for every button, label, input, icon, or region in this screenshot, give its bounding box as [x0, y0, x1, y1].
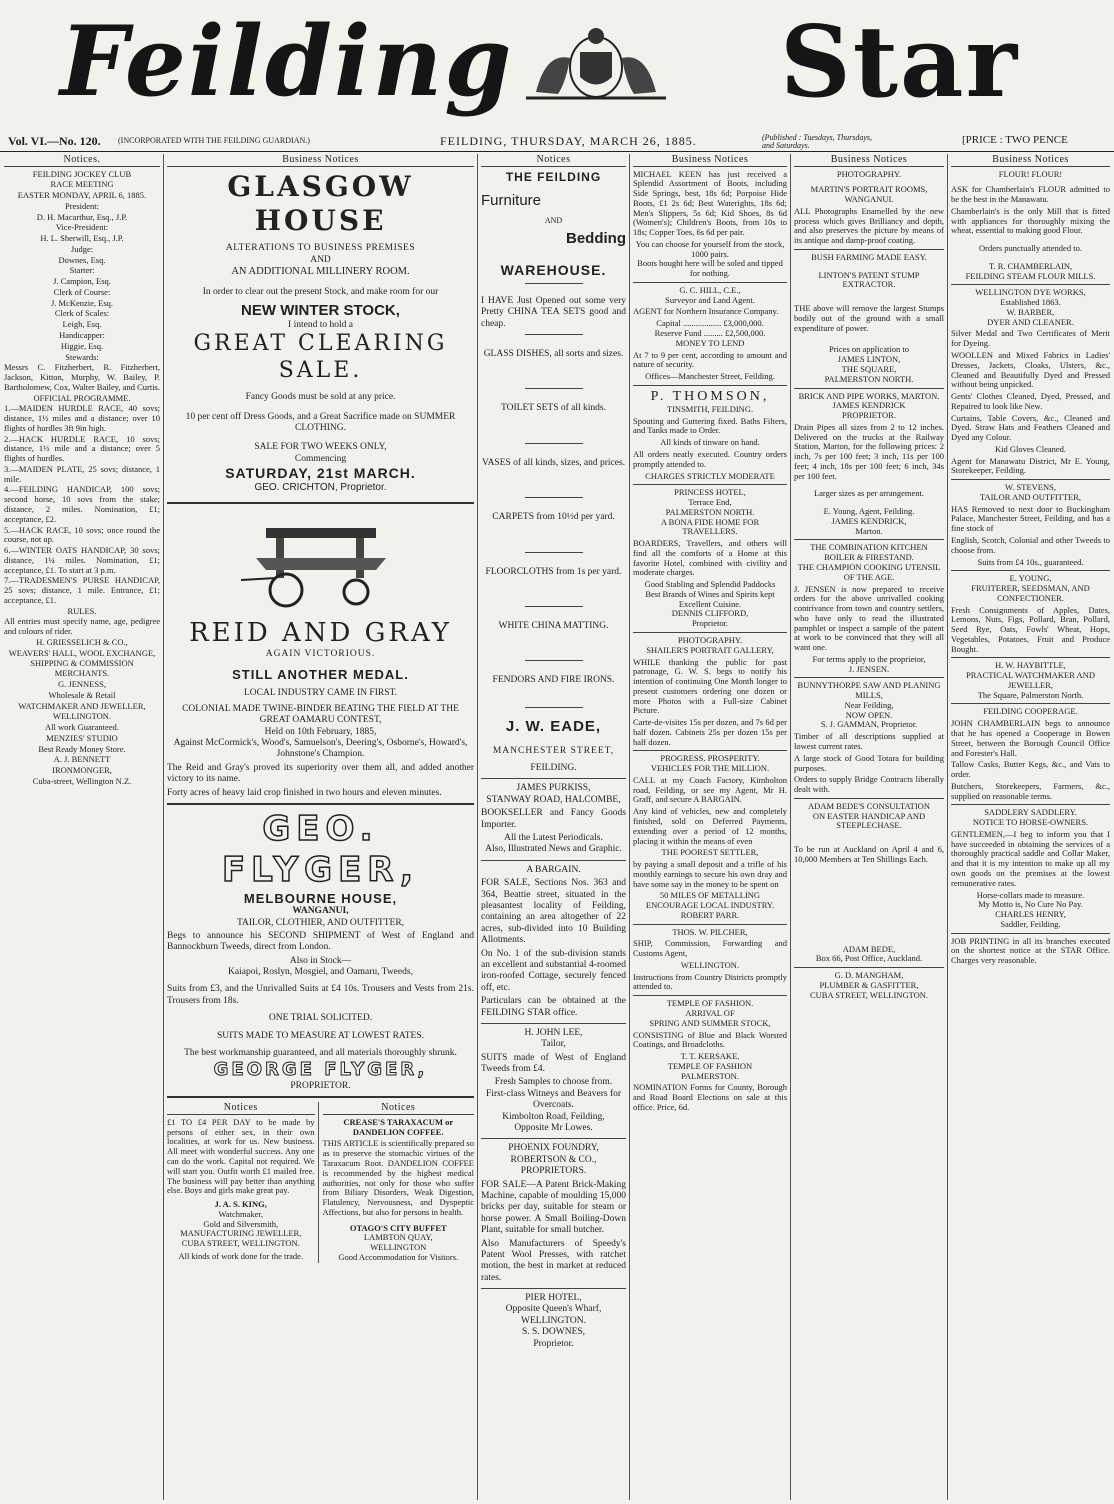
advert-paragraph: THE above will remove the largest Stumps bodily out of the ground with a small expenditure of power. [794, 303, 944, 333]
advert-line: Held on 10th February, 1885, [264, 726, 377, 737]
advert-paragraph: SHIP, Commission, Forwarding and Customs Agent, [633, 938, 787, 959]
advert-paragraph: Forty acres of heavy laid crop finished in two hours and eleven minutes. [167, 787, 442, 798]
advert-heading: LINTON'S PATENT STUMP EXTRACTOR. [818, 269, 920, 290]
racing-notice-item: 1.—MAIDEN HURDLE RACE, 40 sovs; distance, 1½ miles and a distance; over 10 flights of hurdles 3ft 9in high. [4, 403, 160, 433]
advert-heading: PRACTICAL WATCHMAKER AND JEWELLER, [966, 670, 1095, 690]
price: [PRICE : TWO PENCE [962, 134, 1068, 146]
column-header: Notices. [4, 154, 160, 167]
advert-paragraph: JOHN CHAMBERLAIN begs to announce that he has opened a Cooperage in Bowen Street, between the Borough Council Office and Forester's Hall. [951, 718, 1110, 758]
advert-heading: SATURDAY, 21st MARCH. [225, 465, 416, 482]
advert-line: WELLINGTON [370, 1242, 427, 1253]
advert-line: WANGANUI. [844, 194, 894, 205]
advert-line: FENDORS AND FIRE IRONS. [492, 675, 615, 686]
advert-paragraph: Fresh Consignments of Apples, Dates, Lemons, Nuts, Figs, Pollard, Bran, Pollard, Seed Rye, Oats, Fowls' Wheat, Hops, Vegetables, Potatoes, Fruit and Produce Bought. [951, 604, 1110, 654]
advert-line: TOILET SETS of all kinds. [501, 403, 606, 414]
advert-line: AND [544, 216, 563, 226]
advert-heading: CHARGES STRICTLY MODERATE [645, 470, 775, 481]
advert-paragraph: Butchers, Storekeepers, Farmers, &c., supplied on reasonable terms. [951, 780, 1110, 801]
column-rule [947, 154, 948, 1500]
advert-heading: FLOUR! FLOUR! [998, 168, 1063, 179]
racing-notice-item: 6.—WINTER OATS HANDICAP, 30 sovs; distance, 1¼ miles. Nomination, £1; acceptance, £1. To start at 3 p.m. [4, 545, 160, 575]
advert-heading: THE POOREST SETTLER, [661, 847, 759, 858]
racing-notice-item: EASTER MONDAY, APRIL 6, 1885. [17, 190, 147, 201]
racing-notice-item: Cuba-street, Wellington N.Z. [32, 775, 132, 786]
advert-line: Proprietor. [533, 1338, 574, 1349]
advert-line: TINSMITH, FEILDING. [666, 403, 754, 414]
advert-heading: P. THOMSON, [650, 388, 770, 404]
column-1 [4, 154, 160, 1500]
racing-notice-item: Best Ready Money Store. [38, 743, 126, 754]
advert-line: WELLINGTON. [680, 959, 740, 970]
advert-line: GLASS DISHES, all sorts and sizes. [483, 348, 624, 359]
advert-line: Horse-collars made to measure. [976, 889, 1085, 900]
advert-heading: BUSH FARMING MADE EASY. [811, 251, 927, 262]
racing-notice-item: RACE MEETING [50, 179, 114, 190]
advert-heading: A BARGAIN. [526, 864, 581, 875]
advert-line: LOCAL INDUSTRY CAME IN FIRST. [244, 688, 397, 699]
advert-paragraph: HAS Removed to next door to Buckingham Palace, Manchester Street, Feilding, and has a fine stock of [951, 503, 1110, 534]
advert-line: Kimbolton Road, Feilding, [502, 1111, 605, 1122]
advert-paragraph: £1 TO £4 PER DAY to be made by persons of either sex, in their own localities, at work for us. New business. All meet with wonderful success. Any one can do the work. Capital not required. We will start you. Outfit worth £1 mailed free. The business will pay better than anything else. Boys and girls make great pay. [167, 1116, 315, 1196]
advert-heading: Bedding [566, 229, 626, 247]
advert-heading: Furniture [481, 192, 542, 210]
advert-paragraph: CONSISTING of Blue and Black Worsted Coatings, and Broadcloths. [633, 1029, 787, 1050]
advert-line: TAILOR, CLOTHIER, AND OUTFITTER, [236, 917, 405, 928]
advert-line: Surveyor and Land Agent. [665, 294, 755, 305]
advert-paragraph: Drain Pipes all sizes from 2 to 12 inches. Delivered on the trucks at the Railway Station, Marton, for the following prices: 2 inch, 7s per 100 feet; 3 inch, 11s per 100 feet; 4 inch, 18s per 100 feet; 6 inch, 34s per 100 feet. [794, 421, 944, 481]
advert-line: PALMERSTON NORTH. [665, 506, 755, 517]
racing-notice-item: G. JENNESS, [58, 679, 106, 690]
advert-line: Opposite Mr Lowes. [514, 1123, 593, 1134]
advert-heading: PHOENIX FOUNDRY, [508, 1143, 599, 1154]
advert-heading: MONEY TO LEND [675, 337, 745, 348]
advert-line: AGAIN VICTORIOUS. [265, 649, 376, 660]
issue-date: FEILDING, THURSDAY, MARCH 26, 1885. [440, 134, 697, 148]
advert-line: ENCOURAGE LOCAL INDUSTRY. [645, 900, 775, 911]
advert-line: The best workmanship guaranteed, and all materials thoroughly shrunk. [184, 1048, 457, 1059]
advert-heading: THOS. W. PILCHER, [672, 926, 748, 937]
advert-heading: JAMES KENDRICK [832, 400, 906, 411]
advert-line: FEILDING STEAM FLOUR MILLS. [965, 270, 1096, 281]
advert-heading: TEMPLE OF FASHION. [666, 998, 754, 1009]
advert-paragraph: Suits from £3, and the Unrivalled Suits at £4 10s. Trousers and Vests from 21s. Trousers from 18s. [167, 984, 474, 1006]
racing-notice-item: Handicapper: [59, 329, 105, 340]
advert-heading: H. W. HAYBITTLE, [995, 660, 1066, 671]
advert-line: ROBERTSON & CO., PROPRIETORS. [510, 1154, 597, 1177]
advert-heading: W. BARBER, [1006, 306, 1055, 317]
advert-line: DYER AND CLEANER. [987, 316, 1074, 327]
advert-heading: WAREHOUSE. [500, 261, 607, 278]
advert-heading: NEW WINTER STOCK, [241, 301, 400, 319]
advert-heading: E. YOUNG, [1009, 573, 1052, 584]
advert-line: Box 66, Post Office, Auckland. [815, 953, 923, 964]
advert-line: FEILDING. [530, 763, 577, 774]
reid-gray-heading: REID AND GRAY [189, 618, 452, 649]
advert-heading: FEILDING COOPERAGE. [983, 706, 1078, 717]
advert-heading: WELLINGTON DYE WORKS, [975, 287, 1086, 298]
column-header: Notices [481, 154, 626, 167]
racing-notice-item: WATCHMAKER AND JEWELLER, [18, 700, 146, 711]
glasgow-house-heading: GLASGOW HOUSE [227, 170, 414, 237]
advert-heading: H. JOHN LEE, [524, 1027, 583, 1038]
advert-line: You can choose for yourself from the stock, 1000 pairs. [635, 238, 785, 259]
advert-line: Watchmaker, [218, 1208, 264, 1219]
advert-paragraph: All orders neatly executed. Country orders promptly attended to. [633, 448, 787, 469]
coat-of-arms-icon [506, 22, 686, 102]
column-rule [790, 154, 791, 1500]
advert-heading: G. D. MANGHAM, [834, 970, 904, 981]
advert-heading: NOW OPEN. [845, 709, 893, 720]
advert-paragraph: Spouting and Guttering fixed. Baths Filters, and Tanks made to Order. [633, 415, 787, 436]
advert-paragraph: Begs to announce his SECOND SHIPMENT of West of England and Bannockburn Tweeds, direct from London. [167, 930, 474, 953]
advert-paragraph: On No. 1 of the sub-division stands an excellent and substantial 4-roomed iron-roofed Cottage, securely fenced off, etc. [481, 948, 626, 993]
column-rule [629, 154, 630, 1500]
advert-line: Kaiapoi, Roslyn, Mosgiel, and Oamaru, Tweeds, [228, 967, 413, 978]
advert-line: PROPRIETOR. [842, 410, 896, 421]
masthead-title-left: Feilding [60, 5, 514, 118]
advert-line: ROBERT PARR. [680, 909, 740, 920]
advert-line: CUBA STREET, WELLINGTON. [809, 989, 929, 1000]
advert-paragraph: ASK for Chamberlain's FLOUR admitted to be the best in the Manawatu. [951, 184, 1110, 205]
advert-line: LAMBTON QUAY, [363, 1232, 433, 1243]
advert-line: CUBA STREET, WELLINGTON. [181, 1238, 300, 1249]
advert-heading: OTAGO'S CITY BUFFET [349, 1222, 447, 1233]
advert-line: S. S. DOWNES, [521, 1327, 586, 1338]
racing-notice-item: H. L. Sherwill, Esq., J.P. [40, 233, 124, 244]
racing-notice-item: J. Campion, Esq. [53, 276, 111, 287]
advert-line: SALE FOR TWO WEEKS ONLY, [254, 442, 387, 453]
advert-line: Commencing [294, 453, 347, 464]
racing-notice-list [4, 170, 160, 787]
advert-heading: THE COMBINATION KITCHEN BOILER & FIRESTAND. [810, 542, 928, 563]
advert-paragraph: CALL at my Coach Factory, Kimbolton road, Feilding, or see my Agent, Mr H. Graff, and secure A BARGAIN. [633, 774, 787, 805]
column-rule [163, 154, 164, 1500]
advert-line: Terrace End, [688, 497, 732, 508]
advert-line: PALMERSTON NORTH. [824, 373, 914, 384]
advert-paragraph: SUITS made of West of England Tweeds from £4. [481, 1052, 626, 1075]
advert-heading: MELBOURNE HOUSE, [243, 890, 398, 906]
advert-line: Capital .................. £3,000,000. [656, 318, 764, 329]
advert-heading: J. A. S. KING, [214, 1199, 267, 1210]
racing-notice-item: A. J. BENNETT [53, 754, 111, 765]
advert-paragraph: J. JENSEN is now prepared to receive orders for the above unrivalled cooking contrivance from town and country settlers, who have only to read the illustrated pamphlet or inspect a sample of the patent at work to be convinced that they will all want one. [794, 583, 944, 653]
advert-line: Kid Gloves Cleaned. [994, 443, 1067, 454]
masthead [0, 5, 1114, 128]
advert-paragraph: A large stock of Good Totara for building purposes. [794, 752, 944, 773]
sub-column-left [167, 1102, 319, 1262]
advert-paragraph: Instructions from Country Districts promptly attended to. [633, 971, 787, 992]
advert-heading: VEHICLES FOR THE MILLION. [650, 763, 770, 774]
advert-line: All kinds of work done for the trade. [178, 1250, 304, 1261]
advert-paragraph: AGENT for Northern Insurance Company. [633, 306, 779, 317]
advert-line: Marton. [855, 525, 883, 536]
advert-paragraph: THIS ARTICLE is scientifically prepared so as to preserve the stomachic virtues of the Taraxacum Root. DANDELION COFFEE is recommended by the highest medical authorities, not only for those who suffer from Biliary Disorders, Weak Digestion, Flatulency, Nervousness, and Dyspeptic Affections, but also for persons in health. [322, 1138, 474, 1217]
advert-line: Saddler, Feilding. [1000, 918, 1061, 929]
advert-heading: PROGRESS. PROSPERITY. [660, 753, 760, 764]
advert-line: Established 1863. [1000, 297, 1061, 308]
advert-paragraph: Silver Medal and Two Certificates of Merit for Dyeing. [951, 328, 1110, 349]
column-5 [794, 154, 944, 1500]
advert-line: Excellent Cuisine. [678, 598, 742, 609]
advert-paragraph: by paying a small deposit and a trifle of his monthly earnings to secure his own dray and have some say in the money to be spent on [633, 859, 787, 889]
advert-line: Boots bought here will be soled and tipped for nothing. [637, 258, 783, 279]
column-4 [633, 154, 787, 1500]
advert-line: ARRIVAL OF [685, 1008, 735, 1019]
column-2 [167, 154, 474, 1500]
racing-notice-item: WELLINGTON. [52, 711, 112, 722]
racing-notice-item: President: [65, 200, 99, 211]
advert-line: Best Brands of Wines and Spirits kept [645, 588, 775, 599]
racing-notice-item: FEILDING JOCKEY CLUB [32, 168, 132, 179]
advert-line: Offices—Manchester Street, Feilding. [645, 371, 775, 382]
advert-paragraph: FOR SALE—A Patent Brick-Making Machine, capable of moulding 15,000 bricks per day, suitable for steam or horse power. A Small Boiling-Down Plant, suitable for small butcher. [481, 1179, 626, 1236]
advert-paragraph: Carte-de-visites 15s per dozen, and 7s 6d per half dozen. Cabinets 25s per dozen 15s per half dozen. [633, 717, 787, 747]
racing-notice-item: WEAVERS' HALL, WOOL EXCHANGE, [8, 647, 156, 658]
advert-line: PROPRIETOR. [290, 1081, 351, 1092]
column-3 [481, 154, 626, 1500]
advert-heading: J. W. EADE, [505, 717, 602, 735]
advert-line: ALTERATIONS TO BUSINESS PREMISES [225, 243, 416, 254]
advert-paragraph: Tallow Casks, Butter Kegs, &c., and Vats to order. [951, 759, 1110, 780]
advert-line: Fresh Samples to choose from. [494, 1077, 613, 1088]
advert-paragraph: Any kind of vehicles, new and completely finished, sold on Deferred Payments, extending over a period of 12 months, placing it within the means of even [633, 806, 787, 846]
racing-notice-item: Starter: [69, 265, 95, 276]
column-header: Notices [167, 1102, 315, 1115]
advert-paragraph: MICHAEL KEEN has just received a Splendid Assortment of Boots, including Side Springs, best, 18s 6d; Porpoise Hide Boots, £1 2s 6d; Best Waterights, 18s 6d; Men's Slippers, 5s 6d; Kid Shoes, 8s 6d (Women's); Children's Boots, from 10s to 18s; Copper Toes, 6s 6d per pair. [633, 168, 787, 238]
advert-heading: THE FEILDING [505, 170, 602, 184]
volume-number: Vol. VI.—No. 120. [8, 134, 101, 148]
racing-notice-item: IRONMONGER, [52, 765, 112, 776]
advert-line: I intend to hold a [288, 319, 353, 330]
advert-heading: PIER HOTEL, [525, 1293, 582, 1304]
racing-notice-item: D. H. Macarthur, Esq., J.P. [36, 211, 128, 222]
advert-line: PLUMBER & GASFITTER, [819, 979, 919, 990]
racing-notice-item: 5.—HACK RACE, 10 sovs; once round the course, not up. [4, 524, 160, 545]
advert-line: FLOORCLOTHS from 1s per yard. [485, 566, 622, 577]
racing-notice-item: J. McKenzie, Esq. [50, 297, 114, 308]
racing-notice-item: Leigh, Esq. [62, 319, 102, 330]
advert-line: Suits from £4 10s., guaranteed. [977, 556, 1084, 567]
dateline [0, 134, 1114, 152]
advert-heading: JAMES PURKISS, [516, 783, 591, 794]
flyger-heading: GEO. FLYGER, [221, 808, 420, 890]
advert-line: AN ADDITIONAL MILLINERY ROOM. [231, 265, 410, 277]
advert-line: PALMERSTON. [681, 1070, 739, 1081]
advert-line: Also, Illustrated News and Graphic. [485, 844, 622, 855]
advert-line: Reserve Fund ......... £2,500,000. [654, 327, 766, 338]
column-rule [477, 154, 478, 1500]
advert-paragraph: Curtains, Table Covers, &c., Cleaned and Dyed. Straw Hats and Feathers Cleaned and Dyed any Colour. [951, 412, 1110, 443]
advert-line: S. J. GAMMAN, Proprietor. [820, 719, 918, 730]
column-header: Business Notices [633, 154, 787, 167]
advert-paragraph: I HAVE Just Opened out some very Pretty CHINA TEA SETS good and cheap. [481, 295, 626, 329]
advert-line: WELLINGTON. [521, 1315, 586, 1326]
advert-line: GEO. CRICHTON, Proprietor. [254, 481, 387, 493]
advert-paragraph: Timber of all descriptions supplied at lowest current rates. [794, 731, 944, 752]
advert-line: Good Accommodation for Visitors. [338, 1251, 459, 1262]
advert-paragraph: BOOKSELLER and Fancy Goods Importer. [481, 808, 626, 830]
advert-paragraph: Agent for Manawatu District, Mr E. Young, Storekeeper, Feilding. [951, 455, 1110, 476]
advert-line: AND [310, 254, 331, 265]
column-header: Notices [323, 1102, 474, 1115]
advert-line: Also in Stock— [289, 955, 352, 966]
advert-paragraph: Chamberlain's is the only Mill that is fitted with appliances for thoroughly mixing the wheat, essential to making good Flour. [951, 205, 1110, 236]
advert-paragraph: JOB PRINTING in all its branches executed on the shortest notice at the STAR Office. Charges very reasonable. [951, 935, 1110, 966]
advert-heading: JAMES LINTON, [837, 354, 901, 365]
sub-column-right [323, 1102, 474, 1262]
advert-line: WHITE CHINA MATTING. [498, 620, 609, 631]
racing-notice-item: 4.—FEILDING HANDICAP, 100 sovs; second horse, 10 sovs from the stake; distance, 2 miles. Nomination, £1; acceptance, £2. [4, 484, 160, 524]
racing-notice-item: Judge: [70, 243, 94, 254]
advert-heading: THE CHAMPION COOKING UTENSIL OF THE AGE. [797, 562, 941, 582]
racing-notice-item: MENZIES' STUDIO [46, 732, 118, 743]
racing-notice-item: 7.—TRADESMEN'S PURSE HANDICAP, 25 sovs; distance, 1 mile. Entrance, £1; acceptance, £1. [4, 575, 160, 605]
advert-paragraph: English, Scotch, Colonial and other Tweeds to choose from. [951, 535, 1110, 555]
advert-line: First-class Witneys and Beavers for Overcoats. [485, 1088, 622, 1111]
advert-paragraph: BOARDERS, Travellers, and others will find all the comforts of a Home at this favorite Hotel, combined with civility and moderate charges. [633, 538, 787, 578]
advert-line: Against McCormick's, Wood's, Samuelson's, Deering's, Osborne's, Howard's, Johnstone's Champion. [173, 738, 468, 760]
racing-notice-item: RULES. [67, 605, 97, 616]
advert-paragraph: WHILE thanking the public for past patronage, G. W. S. begs to notify his intention of continuing One Month longer to present customers ordering one dozen or more Photos with a Full-size Cabinet Picture. [633, 656, 787, 716]
advert-heading: ADAM BEDE'S CONSULTATION [808, 800, 930, 811]
advert-line: ONE TRIAL SOLICITED. [268, 1013, 373, 1024]
advert-heading: CREASE'S TARAXACUM or DANDELION COFFEE. [343, 1116, 454, 1137]
binder-machine-illustration-icon [236, 510, 406, 610]
advert-heading: G. C. HILL, C.E., [679, 284, 741, 295]
advert-heading: 50 MILES OF METALLING [659, 890, 761, 901]
advert-line: COLONIAL MADE TWINE-BINDER BEATING THE FIELD AT THE GREAT OAMARU CONTEST, [182, 703, 459, 726]
advert-line: Orders punctually attended to. [979, 243, 1082, 254]
advert-heading: SHAILER'S PORTRAIT GALLERY, [646, 644, 774, 655]
column-header: Business Notices [951, 154, 1110, 167]
advert-line: The Square, Palmerston North. [977, 689, 1084, 700]
racing-notice-item: All entries must specify name, age, pedigree and colours of rider. [4, 616, 160, 637]
advert-line: STANWAY ROAD, HALCOMBE, [486, 794, 621, 805]
advert-line: SUITS MADE TO MEASURE AT LOWEST RATES. [216, 1030, 424, 1041]
advert-line: Proprietor. [691, 618, 729, 629]
advert-line: In order to clear out the present Stock, and make room for our [202, 286, 439, 297]
column-6 [951, 154, 1110, 1500]
advert-heading: FRUITERER, SEEDSMAN, AND CONFECTIONER. [971, 583, 1090, 603]
advert-line: All kinds of tinware on hand. [660, 437, 760, 448]
advert-line: All the Latest Periodicals. [504, 833, 603, 844]
racing-notice-item: Stewards: [65, 351, 99, 362]
advert-heading: STILL ANOTHER MEDAL. [232, 666, 409, 682]
advert-line: WANGANUI, [292, 906, 349, 917]
racing-notice-item: SHIPPING & COMMISSION MERCHANTS. [30, 658, 134, 679]
advert-line: Fancy Goods must be sold at any price. [245, 392, 396, 403]
advert-line: A BONA FIDE HOME FOR TRAVELLERS. [660, 516, 760, 537]
advert-line: MANUFACTURING JEWELLER, [180, 1228, 302, 1239]
advert-heading: MARTIN'S PORTRAIT ROOMS, [810, 184, 928, 195]
advert-heading: JAMES KENDRICK, [831, 515, 907, 526]
advert-line: VASES of all kinds, sizes, and prices. [481, 457, 626, 468]
advert-line: CARPETS from 10½d per yard. [492, 512, 615, 523]
advert-paragraph: Also Manufacturers of Speedy's Patent Wool Presses, with ratchet motion, the best in market at reduced rates. [481, 1238, 626, 1283]
racing-notice-item: Vice-President: [55, 222, 109, 233]
racing-notice-item: Clerk of Scales: [54, 308, 110, 319]
advert-line: Prices on application to [828, 344, 910, 355]
advert-heading: PRINCESS HOTEL, [674, 487, 746, 498]
advert-paragraph: FOR SALE, Sections Nos. 363 and 364, Beattie street, situated in the pleasantest locality of Feilding, containing an area altogether of 22 acres, sub-divided into 10 Building Allotments. [481, 878, 626, 946]
advert-paragraph: At 7 to 9 per cent, according to amount and nature of security. [633, 349, 787, 370]
advert-heading: BUNNYTHORPE SAW AND PLANING MILLS, [797, 680, 941, 701]
advert-heading: DENNIS CLIFFORD, [671, 608, 749, 619]
advert-heading: W. STEVENS, [1005, 482, 1056, 493]
racing-notice-item: Clerk of Course: [53, 286, 111, 297]
racing-notice-item: Messrs C. Fitzherbert, R. Fitzherbert, Jackson, Kitton, Murphy, W. Bailey, P. Bartholomew, Cox, Walter Bailey, and Curtis. [4, 362, 160, 392]
advert-line: Opposite Queen's Wharf, [505, 1304, 602, 1315]
advert-line: THE SQUARE, [841, 363, 897, 374]
advert-paragraph: To be run at Auckland on April 4 and 6, 10,000 Members at Ten Shillings Each. [794, 844, 944, 864]
incorporated-note: (INCORPORATED WITH THE FEILDING GUARDIAN.) [118, 136, 310, 145]
advert-heading: PHOTOGRAPHY. [677, 634, 743, 645]
column-header: Business Notices [794, 154, 944, 167]
advert-heading: NOTICE TO HORSE-OWNERS. [972, 817, 1089, 828]
advert-heading: GEORGE FLYGER, [213, 1059, 428, 1081]
advert-line: ON EASTER HANDICAP AND STEEPLECHASE. [812, 810, 926, 831]
advert-paragraph: NOMINATION Forms for County, Borough and Road Board Elections on sale at this office. Price, 6d. [633, 1082, 787, 1112]
advert-paragraph: Particulars can be obtained at the FEILDING STAR office. [481, 996, 626, 1018]
advert-heading: CHARLES HENRY, [995, 909, 1066, 920]
advert-line: E. Young, Agent, Feilding. [823, 506, 915, 517]
advert-line: Larger sizes as per arrangement. [813, 488, 925, 499]
advert-heading: BRICK AND PIPE WORKS, MARTON. [798, 390, 940, 401]
advert-heading: T. T. KERSAKE, [680, 1051, 740, 1062]
advert-paragraph: Orders to supply Bridge Contracts liberally dealt with. [794, 774, 944, 795]
advert-paragraph: ALL Photographs Enamelled by the new process which gives Brilliancy and depth, and also preserves the picture by means of its antique and damp-proof coating. [794, 205, 944, 246]
advert-heading: SADDLERY SADDLERY. [984, 807, 1077, 818]
racing-notice-item: 2.—HACK HURDLE RACE, 10 sovs; distance, 1½ mile and a distance; over 5 flights of hurdles. [4, 433, 160, 464]
racing-notice-item: 3.—MAIDEN PLATE, 25 sovs; distance, 1 mile. [4, 463, 160, 484]
advert-heading: ADAM BEDE, [842, 943, 896, 954]
racing-notice-item: Downes, Esq. [58, 254, 106, 265]
advert-heading: SPRING AND SUMMER STOCK, [649, 1017, 771, 1028]
advert-line: 10 per cent off Dress Goods, and a Great Sacrifice made on SUMMER CLOTHING. [185, 411, 456, 433]
racing-notice-item: OFFICIAL PROGRAMME. [33, 392, 131, 403]
racing-notice-item: All work Guaranteed. [45, 722, 119, 733]
advert-line: For terms apply to the proprietor, [812, 653, 926, 664]
advert-line: TEMPLE OF FASHION [667, 1060, 753, 1071]
advert-line: My Motto is, No Cure No Pay. [978, 899, 1083, 910]
advert-line: MANCHESTER STREET, [492, 745, 615, 756]
publication-days: (Published : Tuesdays, Thursdays, and Saturdays. [762, 133, 872, 151]
advert-paragraph: WOOLLEN and Mixed Fabrics in Ladies' Dresses, Jackets, Cloaks, Ulsters, &c., Cleaned and Beautifully Dyed and Pressed without being unpicked. [951, 349, 1110, 390]
advert-paragraph: The Reid and Gray's proved its superiority over them all, and added another victory to its name. [167, 762, 474, 785]
advert-line: Good Stabling and Splendid Paddocks [644, 579, 776, 590]
advert-line: Tailor, [541, 1039, 566, 1050]
advert-line: Near Feilding, [844, 699, 894, 710]
column-header: Business Notices [167, 154, 474, 167]
advert-line: TAILOR AND OUTFITTER, [979, 491, 1082, 502]
advert-heading: PHOTOGRAPHY. [836, 168, 902, 179]
racing-notice-item: Higgie, Esq. [60, 340, 104, 351]
racing-notice-item: Wholesale & Retail [48, 689, 116, 700]
racing-notice-item: H. GRIESSELICH & CO., [36, 636, 128, 647]
advert-line: J. JENSEN. [848, 663, 890, 674]
advert-paragraph: GENTLEMEN,—I beg to inform you that I have succeeded in obtaining the services of a thoroughly practical saddle and Collar Maker, and that it is my intention to make up all my own goods on the premises at the lowest remunerative rates. [951, 828, 1110, 888]
advert-heading: GREAT CLEARING SALE. [193, 331, 448, 383]
advert-paragraph: Gents' Clothes Cleaned, Dyed, Pressed, and Repaired to look like New. [951, 391, 1110, 411]
advert-line: Gold and Silversmith, [203, 1218, 279, 1229]
advert-heading: T. R. CHAMBERLAIN, [988, 260, 1073, 271]
masthead-title-right: Star [780, 5, 1020, 120]
